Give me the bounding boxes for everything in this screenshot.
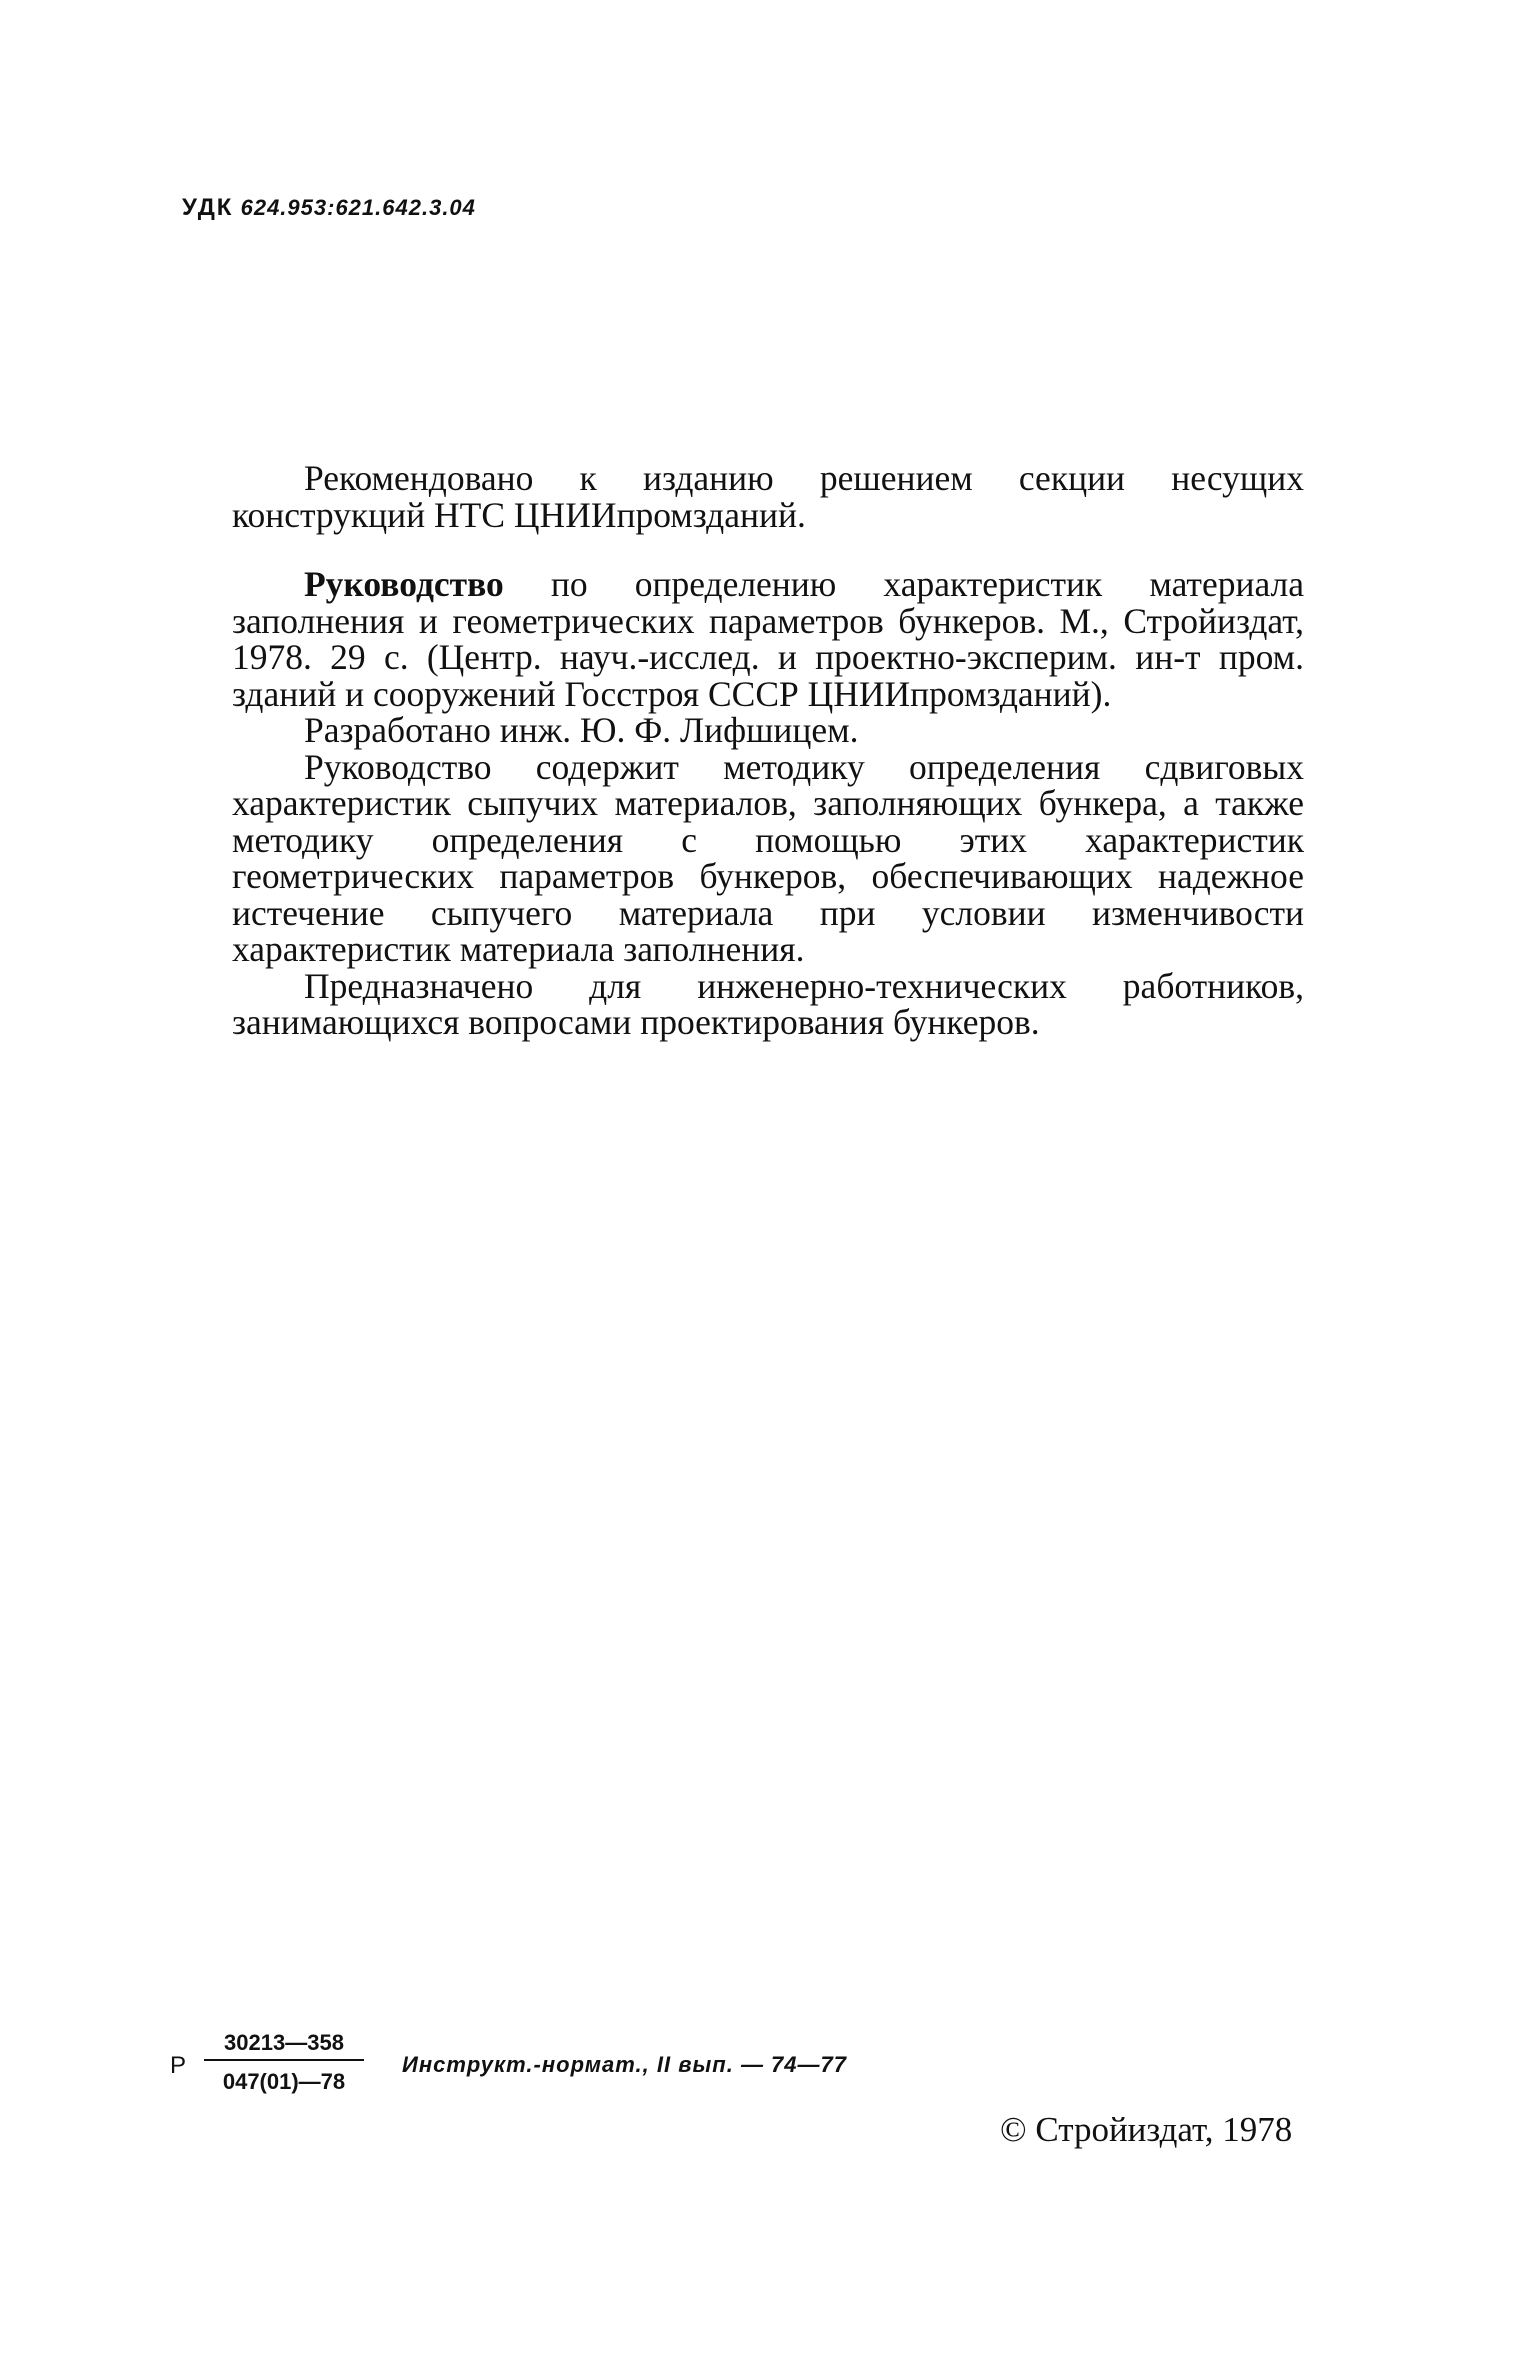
index-numerator: 30213—358 — [204, 2030, 364, 2061]
recommendation-block — [232, 460, 1304, 533]
bibliography-rest: по определению характеристик материала заполнения и геометрических параметров бункеров. М., Стройиздат, 1978. 29 с. (Центр. науч.-исслед. и проектно-эксперим. ин-т пром. зданий и сооружений Госстроя СССР ЦНИИпромзданий). — [232, 564, 1304, 714]
index-denominator: 047(01)—78 — [222, 2069, 346, 2094]
udk-code — [182, 194, 476, 222]
udk-number: 624.953:621.642.3.04 — [240, 195, 476, 220]
annotation-block — [232, 566, 1304, 1041]
index-fraction — [204, 2030, 364, 2095]
summary-text: Руководство содержит методику определения сдвиговых характеристик сыпучих материалов, заполняющих бункера, а также методику определения с помощью этих характеристик геометрических параметров бункеров, обеспечивающих надежное истечение сыпучего материала при условии изменчивости характеристик материала заполнения. — [232, 746, 1304, 969]
copyright-notice: © Стройиздат, 1978 — [1000, 2110, 1293, 2149]
bibliography-title-word: Руководство — [304, 564, 504, 604]
series-info: Инструкт.-нормат., II вып. — 74—77 — [402, 2052, 847, 2077]
udk-label: УДК — [182, 194, 234, 221]
audience-text: Предназначено для инженерно-технических работников, занимающихся вопросами проектирования бункеров. — [232, 965, 1304, 1042]
index-prefix: Р — [170, 2052, 187, 2079]
bibliographic-description — [232, 566, 1304, 712]
recommendation-text: Рекомендовано к изданию решением секции несущих конструкций НТС ЦНИИпромзданий. — [232, 458, 1304, 535]
developer-credit: Разработано инж. Ю. Ф. Лифшицем. — [304, 710, 859, 750]
